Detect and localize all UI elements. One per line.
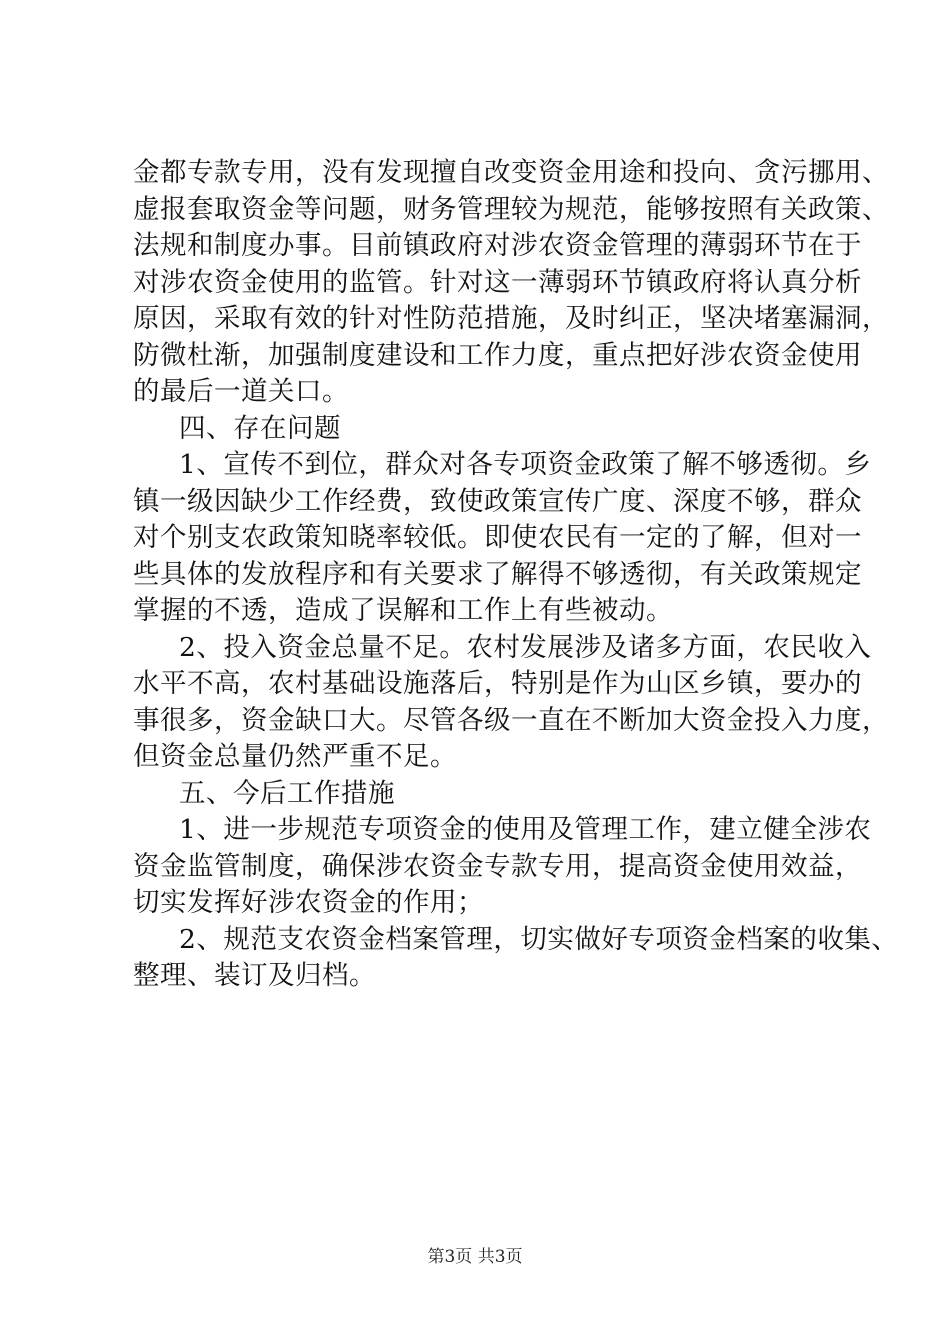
text-line: 水平不高，农村基础设施落后，特别是作为山区乡镇，要办的	[133, 668, 862, 699]
text-line: 但资金总量仍然严重不足。	[133, 741, 457, 772]
text-line: 些具体的发放程序和有关要求了解得不够透彻，有关政策规定	[133, 558, 862, 590]
text-line: 掌握的不透，造成了误解和工作上有些被动。	[133, 595, 673, 626]
text-line: 资金监管制度，确保涉农资金专款专用，提高资金使用效益，	[133, 850, 862, 882]
text-line: 对个别支农政策知晓率较低。即使农民有一定的了解，但对一	[133, 522, 862, 553]
text-line: 1、宣传不到位，群众对各专项资金政策了解不够透彻。乡	[179, 449, 872, 480]
text-line: 的最后一道关口。	[133, 376, 349, 407]
text-line: 整理、装订及归档。	[133, 960, 376, 991]
text-line: 事很多，资金缺口大。尽管各级一直在不断加大资金投入力度，	[133, 704, 889, 736]
text-line: 虚报套取资金等问题，财务管理较为规范，能够按照有关政策、	[133, 193, 889, 225]
text-line: 2、规范支农资金档案管理，切实做好专项资金档案的收集、	[179, 923, 899, 955]
text-line: 防微杜渐，加强制度建设和工作力度，重点把好涉农资金使用	[133, 339, 862, 371]
text-line: 对涉农资金使用的监管。针对这一薄弱环节镇政府将认真分析	[133, 266, 862, 298]
text-line: 切实发挥好涉农资金的作用；	[133, 887, 484, 918]
text-line: 四、存在问题	[179, 412, 341, 444]
text-line: 原因，采取有效的针对性防范措施，及时纠正，坚决堵塞漏洞，	[133, 303, 889, 334]
text-line: 1、进一步规范专项资金的使用及管理工作，建立健全涉农	[179, 814, 872, 845]
text-line: 2、投入资金总量不足。农村发展涉及诸多方面，农民收入	[179, 631, 872, 663]
document-body	[133, 155, 899, 995]
text-line: 五、今后工作措施	[179, 777, 395, 809]
page-number-footer: 第3页 共3页	[427, 1247, 523, 1267]
text-line: 镇一级因缺少工作经费，致使政策宣传广度、深度不够，群众	[133, 485, 862, 517]
text-line: 法规和制度办事。目前镇政府对涉农资金管理的薄弱环节在于	[133, 230, 862, 261]
text-line: 金都专款专用，没有发现擅自改变资金用途和投向、贪污挪用、	[133, 157, 889, 188]
